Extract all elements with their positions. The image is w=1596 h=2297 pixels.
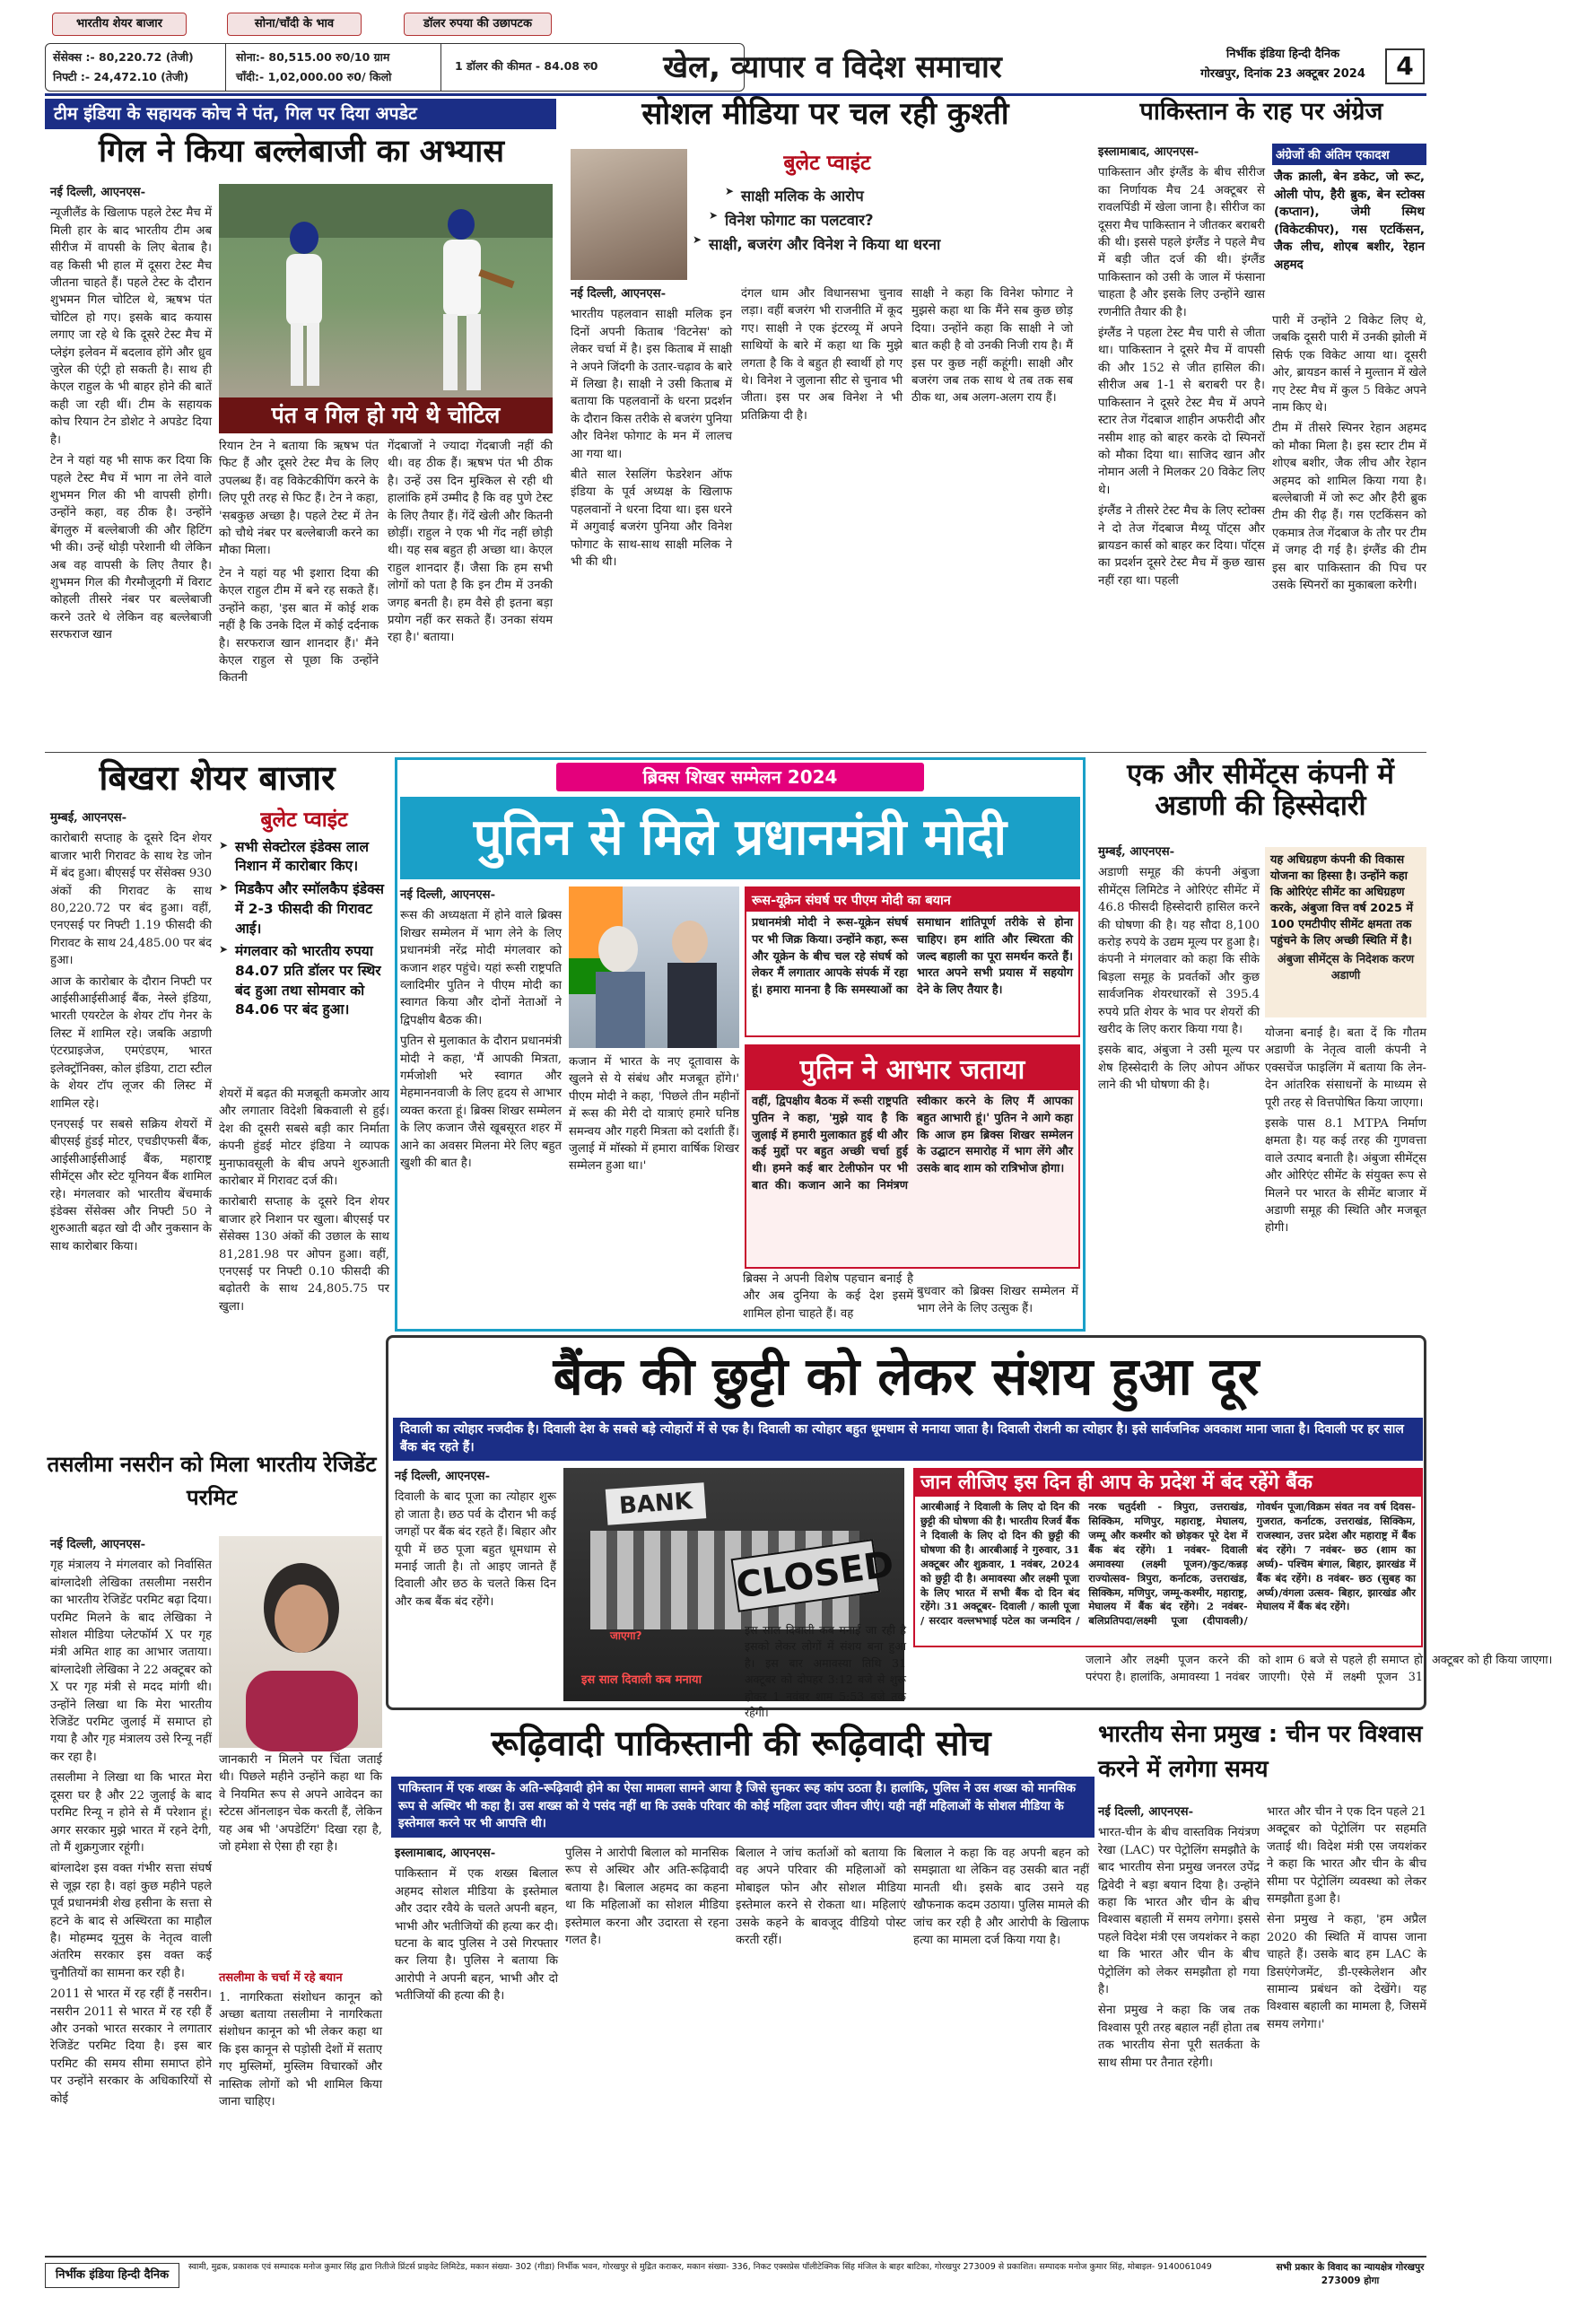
taslima-photo [219, 1536, 382, 1748]
bank-photo-caption-q: जाएगा? [610, 1629, 642, 1642]
brics-box1 [745, 886, 1080, 1037]
footer-paper-name: निर्भीक इंडिया हिन्दी दैनिक [45, 2263, 179, 2288]
footer [45, 2256, 1426, 2290]
place-date: गोरखपुर, दिनांक 23 अक्टूबर 2024 [1200, 67, 1365, 81]
pakconserv-p2: पुलिस ने आरोपी बिलाल को मानसिक रूप से अस्थिर और अति-रूढ़िवादी बताया है। बिलाल अहमद का कहना था कि महिलाओं का सोशल मीडिया इस्तेमाल करना और उदारता से रहना गलत है। [565, 1847, 728, 1948]
sakshi-bullet-3: ➤ साक्षी, बजरंग और विनेश ने किया था धरना [693, 233, 1087, 254]
army-p3: भारत और चीन ने एक दिन पहले 21 अक्टूबर को पेट्रोलिंग पर सहमति जताई थी। विदेश मंत्री एस जयशंकर ने कहा कि भारत और चीन के बीच सीमा पर पेट्रोलिंग व्यवस्था को लेकर समझौता हुआ है। [1267, 1805, 1426, 1907]
bank-p1: दिवाली के बाद पूजा का त्योहार शुरू हो जाता है। छठ पर्व के दौरान भी कई जगहों पर बैंक बंद रहते हैं। बिहार और यूपी में छठ पूजा बहुत धूमधाम से मनाई जाती है। तो आइए जानते हैं दिवाली और छठ के चलते किस दिन और कब बैंक बंद रहेंगे। [395, 1490, 556, 1609]
army-col2 [1267, 1804, 1426, 2252]
gill-headline: गिल ने किया बल्लेबाजी का अभ्यास [98, 134, 505, 170]
taslima-p1: गृह मंत्रालय ने मंगलवार को निर्वासित बांग्लादेशी लेखिका तसलीमा नसरीन का भारतीय रेजिडेंट परमिट बढ़ा दिया। परमिट मिलने के बाद लेखिका ने सोशल मीडिया प्लेटफॉर्म X पर गृह मंत्री अमित शाह का आभार जताया। बांग्लादेशी लेखिका ने 22 अक्टूबर को X पर गृह मंत्री से मदद मांगी थी। उन्होंने लिखा था कि मेरा भारतीय रेजिडेंट परमिट जुलाई में समाप्त हो गया है और गृह मंत्रालय उसे रिन्यू नहीं कर रहा है। [50, 1559, 212, 1764]
share-bullet-box [219, 809, 389, 1079]
sakshi-p1: भारतीय पहलवान साक्षी मलिक इन दिनों अपनी किताब 'विटनेस' को लेकर चर्चा में है। इस किताब में साक्षी ने अपने जिंदगी के उतार-चढ़ाव के बारे में लिखा है। साक्षी ने उसी किताब में बताया कि पहलवानों के धरना प्रदर्शन के दौरान किस तरीके से बजरंग पुनिया और विनेश फोगाट के मन में लालच आ गया था। [571, 308, 732, 461]
share-bullet-3: ➤ मंगलवार को भारतीय रुपया 84.07 प्रति डॉलर पर स्थिर बंद हुआ तथा सोमवार को 84.06 पर बंद हुआ। [219, 942, 389, 1020]
brics-dateline: नई दिल्ली, आएनएस- [400, 888, 496, 902]
gill-col1 [50, 184, 212, 776]
taslima-p4: 2011 से भारत में रह रहीं हैं नसरीन। नसरीन 2011 से भारत में रह रही हैं और उनको भारत सरकार ने लगातार रेजिडेंट परमिट दिया है। इस बार परमिट की समय सीमा समाप्त होने पर उन्होंने सरकार के अधिकारियों से कोई [50, 1987, 212, 2106]
bank-holiday-text: आरबीआई ने दिवाली के लिए दो दिन की छुट्टी की घोषणा की है। भारतीय रिजर्व बैंक ने दिवाली के लिए दो दिन की छुट्टी की घोषणा की है। आरबीआई ने गुरुवार, 31 अक्टूबर और शुक्रवार, 1 नवंबर, 2024 को छुट्टी दी है। अमावस्या और लक्ष्मी पूजा के लिए भारत में सभी बैंक दो दिन बंद रहेंगे। 31 अक्टूबर- दिवाली / काली पूजा / सरदार वल्लभभाई पटेल का जन्मदिन / नरक चतुर्दशी - त्रिपुरा, उत्तराखंड, सिक्किम, मणिपुर, महाराष्ट्र, मेघालय, जम्मू और कश्मीर को छोड़कर पूरे देश में बैंक बंद रहेंगे। 1 नवंबर- दिवाली अमावस्या (लक्ष्मी पूजन)/कुट/कन्नड़ राज्योत्सव- त्रिपुरा, कर्नाटक, उत्तराखंड, सिक्किम, मणिपुर, जम्मू-कश्मीर, महाराष्ट्र, मेघालय में बैंक बंद रहेंगे। 2 नवंबर- बलिप्रतिपदा/लक्ष्मी पूजा (दीपावली)/गोवर्धन पूजा/विक्रम संवत नव वर्ष दिवस- गुजरात, कर्नाटक, उत्तराखंड, सिक्किम, राजस्थान, उत्तर प्रदेश और महाराष्ट्र में बैंक बंद रहेंगे। 7 नवंबर- छठ (शाम का अर्घ्य)- पश्चिम बंगाल, बिहार, झारखंड में बैंक बंद रहेंगे। 8 नवंबर- छठ (सुबह का अर्घ्य)/वंगला उत्सव- बिहार, झारखंड और मेघालय में बैंक बंद रहेंगे। [920, 1500, 1416, 1628]
brics-banner: ब्रिक्स शिखर सम्मेलन 2024 [556, 763, 924, 791]
bank-headline: बैंक की छुट्टी को लेकर संशय हुआ दूर [553, 1346, 1260, 1407]
sakshi-dateline: नई दिल्ली, आएनएस- [571, 287, 667, 301]
bank-col1 [395, 1468, 556, 1703]
share-p2: आज के कारोबार के दौरान निफ्टी पर आईसीआईसीआई बैंक, नेस्ले इंडिया, भारती एयरटेल के शेयर टॉप गेनर के लिस्ट में शामिल रहे। जबकि अडाणी एंटरप्राइजेज, एमएंडएम, भारत इलेक्ट्रॉनिक्स, कोल इंडिया, टाटा स्टील के शेयर टॉप लूजर की लिस्ट में शामिल रहे। [50, 974, 212, 1111]
masthead [0, 0, 1473, 90]
army-dateline: नई दिल्ली, आएनएस- [1098, 1805, 1194, 1819]
adani-p2: योजना बनाई है। बता दें कि गौतम अडाणी के नेतृत्व वाली कंपनी ने एक्सचेंज फाइलिंग में बताया कि लेन-देन आंतरिक संसाधनों के माध्यम से पूरी तरह से वित्तपोषित किया जाएगा। [1265, 1026, 1426, 1110]
army-p4: सेना प्रमुख ने कहा कि जब तक विश्वास पूरी तरह बहाल नहीं होता तब तक भारतीय सेना पूरी सतर्कता के साथ सीमा पर तैनात रहेगी। [1098, 2004, 1260, 2070]
adani-p1: अडाणी समूह की कंपनी अंबुजा सीमेंट्स लिमिटेड ने ओरिएंट सीमेंट में 46.8 फीसदी हिस्सेदारी हासिल करने की घोषणा की है। यह सौदा 8,100 करोड़ रुपये के उद्यम मूल्य पर हुआ है। कंपनी ने मंगलवार को कहा कि सीके बिड़ला समूह के प्रवर्तकों और कुछ सार्वजनिक शेयरधारकों से 395.4 रुपये प्रति शेयर के भाव पर शेयरों की खरीद के लिए करार किया गया है। [1098, 866, 1260, 1037]
bank-dateline: नई दिल्ली, आएनएस- [395, 1470, 491, 1483]
share-col1 [50, 809, 212, 1437]
pak-xi-title: अंग्रेजों की अंतिम एकादश [1272, 144, 1426, 165]
brics-p1: रूस की अध्यक्षता में होने वाले ब्रिक्स शिखर सम्मेलन में भाग लेने के लिए प्रधानमंत्री नरेंद्र मोदी मंगलवार को कजान शहर पहुंचे। यहां रूसी राष्ट्रपति व्लादिमीर पुतिन ने पीएम मोदी का स्वागत किया और दोनों नेताओं ने द्विपक्षीय बैठक की। [400, 909, 562, 1027]
pakconserv-p4: बिलाल ने कहा कि वह अपनी बहन को समझाता था लेकिन वह उसकी बात नहीं मानती थी। इसके बाद उसने यह खौफनाक कदम उठाया। पुलिस मामले की जांच कर रही है और आरोपी के खिलाफ हत्या का मामला दर्ज किया गया है। [913, 1847, 1090, 1948]
bank-photo-caption: इस साल दिवाली कब मनाया [581, 1673, 702, 1687]
taslima-p5: जानकारी न मिलने पर चिंता जताई थी। पिछले महीने उन्होंने कहा था कि वे नियमित रूप से अपने आवेदन का स्टेटस ऑनलाइन चेक करती हैं, लेकिन यह अब भी 'अपडेटिंग' दिखा रहा है, जो हमेशा से ऐसा ही रहा है। [219, 1753, 382, 1855]
pak-headline: पाकिस्तान के राह पर अंग्रेज [1139, 98, 1383, 126]
share-headline: बिखरा शेयर बाजार [99, 758, 336, 798]
footer-imprint: स्वामी, मुद्रक, प्रकाशक एवं सम्पादक मनोज कुमार सिंह द्वारा नितीजे प्रिंटर्स प्राइवेट लिमिटेड, मकान संख्या- 302 (गीडा) निर्भीक भवन, गोरखपुर से मुद्रित कराकर, मकान संख्या- 336, निकट एक्सप्रेस पॉलीटेक्निक सिंह मंजिल के बाहर बाटिका, गोरखपुर 273009 से प्रकाशित। सम्पादक मनोज कुमार सिंह, मोबाइल- 9140061049 [188, 2262, 1212, 2272]
pakconserv-p1: पाकिस्तान में एक शख्स बिलाल अहमद सोशल मीडिया के इस्तेमाल और उदार रवैये के चलते अपनी बहन, भाभी और भतीजियों की हत्या कर दी। घटना के बाद पुलिस ने उसे गिरफ्तार कर लिया है। पुलिस ने बताया कि आरोपी ने अपनी बहन, भाभी और दो भतीजियों की हत्या की है। [395, 1867, 558, 2004]
adani-p3: इसके पास 8.1 MTPA निर्माण क्षमता है। यह कई तरह की गुणवत्ता वाले उत्पाद बनाती है। अंबुजा सीमेंट्स और ओरिएंट सीमेंट के संयुक्त रूप से मिलने पर भारत के सीमेंट बाजार में अडाणी समूह की स्थिति और मजबूत होगी। [1265, 1117, 1426, 1236]
pak-p2: इंग्लैंड ने पहला टेस्ट मैच पारी से जीता था। पाकिस्तान ने दूसरे मैच में वापसी की और 152 से जीत हासिल की। सीरीज अब 1-1 से बराबरी पर है। पाकिस्तान ने दूसरे टेस्ट मैच में अपने स्टार तेज गेंदबाज शाहीन अफरीदी और नसीम शाह को बाहर करके दो स्पिनरों को मौका दिया था। साजिद खान और नोमान अली ने मिलकर 20 विकेट लिए थे। [1098, 327, 1265, 497]
bank-intro: दिवाली का त्योहार नजदीक है। दिवाली देश के सबसे बड़े त्योहारों में से एक है। दिवाली का त्योहार बहुत धूमधाम से मनाया जाता है। दिवाली रोशनी का त्योहार है। इसे सार्वजनिक अवकाश माना जाता है। दिवाली पर हर साल बैंक बंद रहते हैं। [393, 1418, 1423, 1461]
sakshi-headline: सोशल मीडिया पर चल रही कुश्ती [641, 96, 1009, 132]
gill-p3: रियान टेन ने बताया कि ऋषभ पंत फिट हैं और दूसरे टेस्ट मैच के लिए उपलब्ध हैं। वह विकेटकीपिंग करने के लिए पूरी तरह से फिट हैं। टेन ने कहा, 'सबकुछ अच्छा है। पहले टेस्ट में तेन को चौथे नंबर पर बल्लेबाजी करने का मौका मिला। [219, 440, 379, 558]
bank-sign: BANK [606, 1482, 707, 1525]
dollar-rate: 1 डॉलर की कीमत - 84.08 रु0 [455, 59, 598, 73]
brics-box1-title: रूस-यूक्रेन संघर्ष पर पीएम मोदी का बयान [746, 888, 1078, 912]
adani-headline: एक और सीमेंट्स कंपनी में अडाणी की हिस्सेदारी [1127, 758, 1394, 822]
share-dateline: मुम्बई, आएनएस- [50, 811, 127, 825]
brics-box2-text: वहीं, द्विपक्षीय बैठक में रूसी राष्ट्रपति पुतिन ने कहा, 'मुझे याद है कि जुलाई में हमारी मुलाकात हुई थी और कई मुद्दों पर बहुत अच्छी चर्चा हुई थी। हमने कई बार टेलीफोन पर भी बात की। कजान आने का निमंत्रण स्वीकार करने के लिए मैं आपका बहुत आभारी हूं।' पुतिन ने आगे कहा कि आज हम ब्रिक्स शिखर सम्मेलन के उद्घाटन समारोह में भाग लेंगे और उसके बाद शाम को रात्रिभोज होगा। [752, 1095, 1073, 1192]
brics-p5: बुधवार को ब्रिक्स शिखर सम्मेलन में भाग लेने के लिए उत्सुक हैं। [917, 1285, 1078, 1316]
portrait-illustration [219, 1536, 382, 1748]
taslima-col2 [219, 1751, 382, 1967]
sakshi-p4: साक्षी ने कहा कि विनेश फोगाट ने मुझसे कहा था कि मैंने सब कुछ छोड़ दिया। उन्होंने कहा कि साक्षी ने जो बात कही है वो उनकी निजी राय है। मैं इस पर कुछ नहीं कहूंगी। साक्षी और बजरंग जब तक साथ थे तब तक सब ठीक था, अब अलग-अलग राय हैं। [911, 287, 1073, 406]
share-p4: शेयरों में बढ़त की मजबूती कमजोर आय और लगातार विदेशी बिकवाली से हुई। देश की दूसरी सबसे बड़ी कार निर्माता कंपनी हुंडई मोटर इंडिया ने व्यापक मुनाफावसूली के बीच अपने शुरुआती कारोबार में गिरावट दर्ज की। [219, 1087, 389, 1189]
modi-putin-photo [569, 886, 739, 1048]
adani-quote-box [1265, 847, 1426, 1017]
army-headline: भारतीय सेना प्रमुख : चीन पर विश्वास करने में लगेगा समय [1098, 1721, 1423, 1783]
gill-p1: न्यूजीलैंड के खिलाफ पहले टेस्ट मैच में मिली हार के बाद भारतीय टीम अब सीरीज में वापसी के लिए बेताब है। वह किसी भी हाल में दूसरा टेस्ट मैच जीतना चाहते हैं। पहले टेस्ट के दौरान शुभमन गिल चोटिल थे, ऋषभ पंत चोटिल हो गए। इसके बाद कयास लगाए जा रहे थे कि दूसरे टेस्ट मैच में प्लेइंग इलेवन में बदलाव होंगे और ध्रुव जुरेल की एंट्री हो सकती है। साथ ही केएल राहुल के भी बाहर होने की बातें कही जा रही थीं। टीम के सहायक कोच रियान टेन डोशेट ने अपडेट दिया है। [50, 206, 212, 447]
pak-dateline: इस्लामाबाद, आएनएस- [1098, 145, 1199, 159]
share-bullet-title: बुलेट प्वाइंट [260, 808, 348, 832]
bank-holiday-title: जान लीजिए इस दिन ही आप के प्रदेश में बंद रहेंगे बैंक [915, 1470, 1421, 1497]
brics-headline: पुतिन से मिले प्रधानमंत्री मोदी [400, 797, 1080, 879]
gill-p5: गेंदबाजों ने ज्यादा गेंदबाजी नहीं की थी। वह ठीक हैं। ऋषभ पंत भी ठीक है। उन्हें उस दिन मुश्किल से रही थी हालांकि हमें उम्मीद है कि वह पुणे टेस्ट के लिए तैयार हैं। गेंदें खेली और कितनी छोड़ीं। राहुल ने एक भी गेंद नहीं छोड़ी थी। यह सब बहुत ही अच्छा था। केएल राहुल शानदार हैं। जैसा कि हम सभी लोगों को पता है कि इन टीम में उनकी जगह बनती है। हम वैसे ही इतना बड़ा प्रयोग नहीं कर सकते हैं। उनका संयम रहा है।' बताया। [388, 440, 553, 645]
page-number: 4 [1385, 48, 1425, 84]
sakshi-bullet-2: ➤ विनेश फोगाट का पलटवार? [709, 209, 1087, 230]
sensex-value: सेंसेक्स :- 80,220.72 (तेजी) [53, 50, 194, 64]
bank-holiday-box [913, 1468, 1423, 1647]
taslima-headline: तसलीमा नसरीन को मिला भारतीय रेजिडेंट परमिट [47, 1452, 377, 1511]
taslima-p3: बांग्लादेश इस वक्त गंभीर सत्ता संघर्ष से जूझ रहा है। वहां कुछ महीने पहले पूर्व प्रधानमंत्री शेख हसीना के सत्ता से हटने के बाद से अस्थिरता का माहौल है। मोहम्मद यूनुस के नेतृत्व वाली अंतरिम सरकार इस वक्त कई चुनौतियों का सामना कर रही है। [50, 1862, 212, 1980]
pak-p1: पाकिस्तान और इंग्लैंड के बीच सीरीज का निर्णायक मैच 24 अक्टूबर से रावलपिंडी में खेला जाना है। सीरीज का दूसरा मैच पाकिस्तान ने जीतकर बराबरी की थी। इससे पहले इंग्लैंड ने पहले मैच में बड़ी जीत दर्ज की थी। इंग्लैंड पाकिस्तान को उसी के जाल में फंसाना चाहता है और इसके लिए उन्होंने खास रणनीति तैयार की है। [1098, 166, 1266, 319]
taslima-p2: तसलीमा ने लिखा था कि भारत मेरा दूसरा घर है और 22 जुलाई के बाद परमिट रिन्यू न होने से मैं परेशान हूं। अगर सरकार मुझे भारत में रहने देगी, तो मैं शुक्रगुजार रहूंगी। [50, 1771, 212, 1855]
pak-p3: इंग्लैंड ने तीसरे टेस्ट मैच के लिए स्टोक्स ने दो तेज गेंदबाज मैथ्यू पॉट्स और ब्रायडन कार्स को बाहर कर दिया। पॉट्स का प्रदर्शन दूसरे टेस्ट मैच में कुछ खास नहीं रहा था। पहली [1098, 504, 1265, 588]
pak-p4: पारी में उन्होंने 2 विकेट लिए थे, जबकि दूसरी पारी में उनकी झोली में सिर्फ एक विकेट आया था। दूसरी ओर, ब्रायडन कार्स ने मुल्तान में खेले गए टेस्ट मैच में कुल 5 विकेट अपने नाम किए थे। [1272, 314, 1426, 415]
bank-p4: जलाने और लक्ष्मी पूजन करने की परंपरा है। हालांकि, अमावस्या 1 नवंबर को शाम 6 बजे से पहले ही समाप्त हो जाएगी। ऐसे में लक्ष्मी पूजन 31 अक्टूबर को ही किया जाएगा। [1086, 1654, 1553, 1684]
gold-price: सोना:- 80,515.00 रु0/10 ग्राम [236, 50, 390, 64]
share-bullet-1: ➤ सभी सेक्टोरल इंडेक्स लाल निशान में कारोबार किए। [219, 838, 389, 877]
tab-share-market: भारतीय शेयर बाजार [52, 13, 187, 36]
brics-col1 [400, 886, 562, 1326]
taslima-col1 [50, 1536, 212, 2254]
adani-p4: इसके बाद, अंबुजा ने उसी मूल्य पर शेष हिस्सेदारी के लिए ओपन ऑफर लाने की भी घोषणा की है। [1098, 1044, 1260, 1093]
sakshi-col1 [571, 285, 732, 743]
closed-sign: CLOSED [731, 1539, 881, 1612]
adani-quote-by: अंबुजा सीमेंट्स के निदेशक करण अडाणी [1277, 953, 1415, 983]
army-p2: सेना प्रमुख ने कहा, 'हम अप्रैल 2020 की स्थिति में वापस जाना चाहते हैं। उसके बाद हम LAC के डिसएंगेजमेंट, डी-एस्केलेशन और सामान्य प्रबंधन को देखेंगे। यह विश्वास बहाली का मामला है, जिसमें समय लगेगा।' [1267, 1913, 1426, 2031]
brics-box1-text: प्रधानमंत्री मोदी ने रूस-यूक्रेन संघर्ष पर भी जिक्र किया। उन्होंने कहा, रूस और यूक्रेन के बीच चल रहे संघर्ष को लेकर मैं लगातार आपके संपर्क में रहा हूं। हमारा मानना है कि समस्याओं का समाधान शांतिपूर्ण तरीके से होना चाहिए। हम शांति और स्थिरता की जल्द बहाली का पूरा समर्थन करते हैं। भारत अपने सभी प्रयास में सहयोग देने के लिए तैयार है। [752, 916, 1073, 998]
gill-p2: टेन ने यहां यह भी साफ कर दिया कि पहले टेस्ट मैच में भाग ना लेने वाले शुभमन गिल की भी वापसी होगी। उन्होंने कहा, वह ठीक है। उन्होंने बेंगलुरु में बल्लेबाजी की और हिटिंग भी की। उन्हें थोड़ी परेशानी थी लेकिन अब वह वापसी के लिए तैयार है। शुभमन गिल की गैरमौजूदगी में विराट कोहली तीसरे नंबर पर बल्लेबाजी करने उतरे थे लेकिन वह बल्लेबाजी सरफराज खान [50, 454, 212, 642]
adani-dateline: मुम्बई, आएनएस- [1098, 845, 1175, 859]
nifty-value: निफ्टी :- 24,472.10 (तेजी) [53, 70, 189, 83]
army-p1: भारत-चीन के बीच वास्तविक नियंत्रण रेखा (LAC) पर पेट्रोलिंग समझौते के बाद भारतीय सेना प्रमुख जनरल उपेंद्र द्विवेदी ने बड़ा बयान दिया है। उन्होंने कहा कि भारत और चीन के बीच विश्वास बहाली में समय लगेगा। इससे पहले विदेश मंत्री एस जयशंकर ने कहा था कि भारत और चीन के बीच पेट्रोलिंग को लेकर समझौता हो गया है। [1098, 1826, 1260, 1997]
adani-col2 [1265, 1025, 1426, 1328]
tab-gold-silver: सोना/चाँदी के भाव [227, 13, 362, 36]
pak-xi-box [1272, 144, 1426, 305]
cricketers-illustration [219, 184, 553, 397]
share-p5: कारोबारी सप्ताह के दूसरे दिन शेयर बाजार हरे निशान पर खुला। बीएसई पर सेंसेक्स 130 अंकों की उछाल के साथ 81,281.98 पर ओपन हुआ। वहीं, एनएसई पर निफ्टी 0.10 फीसदी की बढ़ोतरी के साथ 24,805.75 पर खुला। [219, 1195, 389, 1314]
silver-price: चाँदी:- 1,02,000.00 रु0/ किलो [236, 70, 392, 83]
page-title: खेल, व्यापार व विदेश समाचार [663, 49, 1002, 85]
sakshi-photo [571, 149, 687, 280]
brics-box2-title: पुतिन ने आभार जताया [746, 1046, 1078, 1090]
gill-p4: टेन ने यहां यह भी इशारा दिया की केएल राहुल टीम में बने रह सकते हैं। उन्होंने कहा, 'इस बात में कोई शक नहीं है कि उनके दिल में कोई दर्दनाक है। सरफराज खान शानदार हैं।' मैंने केएल राहुल से पूछा कि उन्होंने कितनी [219, 567, 379, 686]
gill-kicker: टीम इंडिया के सहायक कोच ने पंत, गिल पर दिया अपडेट [45, 99, 556, 129]
sakshi-p3: दंगल धाम और विधानसभा चुनाव लड़ा। वहीं बजरंग भी राजनीति में कूद गए। साक्षी ने एक इंटरव्यू में अपने साथियों के बारे में कहा था कि मुझे लगता है कि वे बहुत ही स्वार्थी हो गए थे। विनेश ने जुलाना सीट से चुनाव भी जीता। इस पर अब विनेश ने भी प्रतिक्रिया दी है। [741, 287, 903, 423]
sakshi-bullet-list [693, 185, 1087, 258]
pak-col1 [1098, 144, 1265, 745]
pak-xi-list: जैक क्राली, बेन डकेट, जो रूट, ओली पोप, हैरी ब्रुक, बेन स्टोक्स (कप्तान), जेमी स्मिथ (विकेटकीपर), गस एटकिंसन, जैक लीच, शोएब बशीर, रेहान अहमद [1274, 170, 1425, 272]
paper-name: निर्भीक इंडिया हिन्दी दैनिक [1225, 48, 1340, 61]
brics-p2: पुतिन से मुलाकात के दौरान प्रधानमंत्री मोदी ने कहा, 'मैं आपकी मित्रता, गर्मजोशी भरे स्वागत और मेहमाननवाजी के लिए हृदय से आभार व्यक्त करता हूं। ब्रिक्स शिखर सम्मेलन के लिए कजान जैसे खूबसूरत शहर में आने का अवसर मिलना मेरे लिए बहुत खुशी की बात है। [400, 1035, 562, 1171]
pakconserv-col1 [395, 1845, 558, 2254]
adani-quote: यह अधिग्रहण कंपनी की विकास योजना का हिस्सा है। उन्होंने कहा कि ओरिएंट सीमेंट का अधिग्रहण करके, अंबुजा वित्त वर्ष 2025 में 100 एमटीपीए सीमेंट क्षमता तक पहुंचने के लिए अच्छी स्थिति में है। [1270, 853, 1413, 948]
taslima-bp [219, 1972, 382, 2252]
brics-p3: कजान में भारत के नए दूतावास के खुलने से ये संबंध और मजबूत होंगे।' पीएम मोदी ने कहा, 'पिछले तीन महीनों में रूस की मेरी दो यात्राएं हमारे घनिष्ठ समन्वय और गहरी मित्रता को दर्शाती हैं। जुलाई में मॉस्को में हमारा वार्षिक शिखर सम्मेलन हुआ था।' [569, 1055, 739, 1174]
gill-dateline: नई दिल्ली, आएनएस- [50, 186, 146, 199]
pak-p5: टीम में तीसरे स्पिनर रेहान अहमद को मौका मिला है। इस स्टार टीम में शोएब बशीर, जैक लीच और रेहान अहमद को शामिल किया गया है। बल्लेबाजी में जो रूट और हैरी ब्रुक टीम की रीढ़ हैं। गस एटकिंसन को एकमात्र तेज गेंदबाज के तौर पर टीम में जगह दी गई है। इंग्लैंड की टीम इस बार पाकिस्तान की पिच पर उसके स्पिनरों का मुकाबला करेगी। [1272, 422, 1426, 593]
pakconserv-intro: पाकिस्तान में एक शख्स के अति-रूढ़िवादी होने का ऐसा मामला सामने आया है जिसे सुनकर रूह कांप उठता है। हालांकि, पुलिस ने उस शख्स को मानसिक रूप से अस्थिर भी कहा है। उस शख्स को ये पसंद नहीं था कि उसके परिवार की कोई महिला उदार जीवन जीएं। यही नहीं महिलाओं के सोशल मीडिया के इस्तेमाल करने पर भी आपत्ति थी। [391, 1777, 1095, 1838]
taslima-bp-text: 1. नागरिकता संशोधन कानून को अच्छा बताया तसलीमा ने नागरिकता संशोधन कानून को भी लेकर कहा था कि इस कानून से पड़ोसी देशों में सताए गए मुस्लिमों, मुस्लिम विचारकों और नास्तिक लोगों को भी शामिल किया जाना चाहिए। [219, 1990, 382, 2109]
sakshi-bullet-title: बुलेट प्वाइंट [783, 152, 871, 175]
share-p1: कारोबारी सप्ताह के दूसरे दिन शेयर बाजार भारी गिरावट के साथ रेड जोन में बंद हुआ। बीएसई पर सेंसेक्स 930 अंकों की गिरावट के साथ 80,220.72 पर बंद हुआ। वहीं, एनएसई पर निफ्टी 1.19 फीसदी की गिरावट के साथ 24,485.00 पर बंद हुआ। [50, 832, 213, 968]
sakshi-p2: बीते साल रेसलिंग फेडरेशन ऑफ इंडिया के पूर्व अध्यक्ष के खिलाफ पहलवानों ने धरना दिया था। इस धरने में अगुवाई बजरंग पुनिया और विनेश फोगाट के साथ-साथ साक्षी मलिक ने भी की थी। [571, 468, 732, 570]
brics-p4: ब्रिक्स ने अपनी विशेष पहचान बनाई है और अब दुनिया के कई देश इसमें शामिल होना चाहते हैं। वह [743, 1272, 913, 1321]
sakshi-bullet-1: ➤ साक्षी मलिक के आरोप [725, 185, 1087, 205]
pakconserv-p3: बिलाल ने जांच कर्ताओं को बताया कि वह अपने परिवार की महिलाओं को मोबाइल फोन और सोशल मीडिया इस्तेमाल करने से रोकता था। महिलाएं उसके कहने के बावजूद वीडियो पोस्ट करती रहीं। [736, 1847, 906, 1948]
gill-photo [219, 184, 553, 397]
pakconserv-dateline: इस्लामाबाद, आएनएस- [395, 1847, 496, 1860]
share-p3: एनएसई पर सबसे सक्रिय शेयरों में बीएसई हुंडई मोटर, एचडीएफसी बैंक, आईसीआईसीआई बैंक, महाराष्ट्र सीमेंट्स और स्टेट यूनियन बैंक शामिल रहे। मंगलवार को भारतीय बेंचमार्क इंडेक्स सेंसेक्स और निफ्टी 50 ने शुरुआती बढ़त खो दी और नुकसान के साथ कारोबार किया। [50, 1117, 212, 1253]
taslima-bp-title: तसलीमा के चर्चा में रहे बयान [219, 1971, 343, 1985]
share-bullet-2: ➤ मिडकैप और स्मॉलकैप इंडेक्स में 2-3 फीसदी की गिरावट आई। [219, 880, 389, 939]
bank-p2: इस साल दिवाली कब मनाई जा रही है इसको लेकर लोगों में संशय बना हुआ है। इस बार अमावस्या तिथि 31 अक्टूबर को दोपहर 3:12 बजे से शुरू होकर 1 नवंबर शाम 5:53 बजे तक रहेगी। [745, 1623, 906, 1719]
pak-col2 [1272, 312, 1426, 743]
pakconserv-headline: रूढ़िवादी पाकिस्तानी की रूढ़िवादी सोच [491, 1724, 991, 1764]
gill-photo-label: पंत व गिल हो गये थे चोटिल [219, 397, 553, 433]
footer-jurisdiction: सभी प्रकार के विवाद का न्यायक्षेत्र गोरखपुर 273009 होगा [1276, 2262, 1425, 2286]
taslima-dateline: नई दिल्ली, आएनएस- [50, 1538, 146, 1551]
share-col2 [219, 1086, 389, 1437]
adani-col1 [1098, 843, 1260, 1328]
handshake-illustration [569, 886, 739, 1048]
sakshi-bullet-box [693, 149, 1087, 280]
army-col1 [1098, 1804, 1260, 2252]
share-bullet-list [219, 838, 389, 1020]
brics-box2 [745, 1044, 1080, 1269]
tab-dollar-rupee: डॉलर रुपया की उछापटक [404, 13, 552, 36]
